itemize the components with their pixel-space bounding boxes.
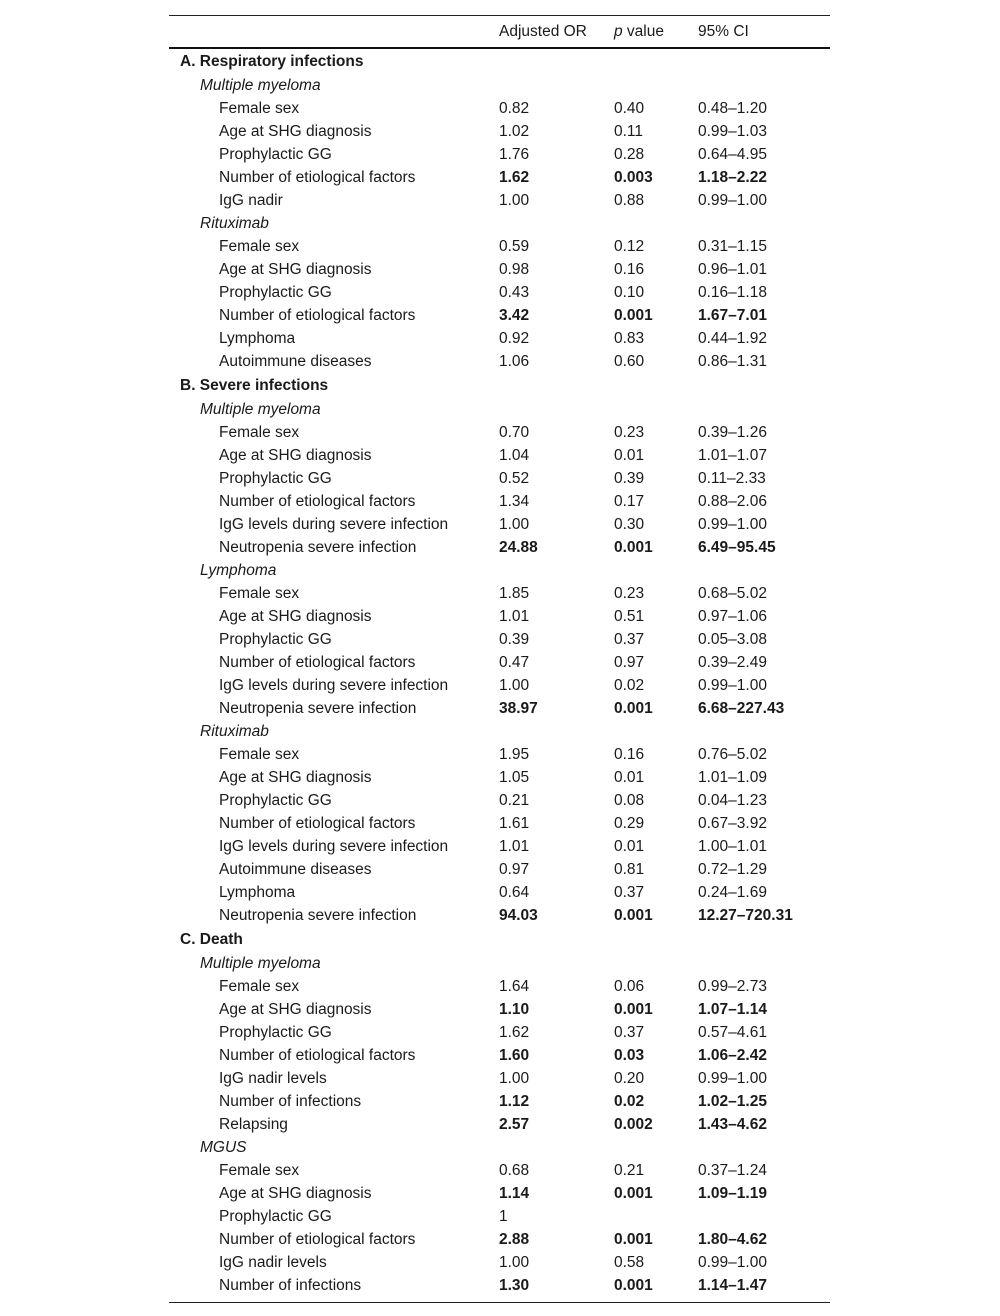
ci-value: 0.16–1.18: [698, 284, 767, 301]
table-body: [169, 49, 830, 1297]
ci-value: 1.80–4.62: [698, 1231, 767, 1248]
p-value: 0.81: [614, 861, 645, 878]
adjusted-or-value: 1.85: [499, 585, 530, 602]
p-value: 0.003: [614, 169, 653, 186]
table-row: [169, 904, 830, 927]
table-row: [169, 674, 830, 697]
variable-label: Number of etiological factors: [219, 169, 416, 186]
variable-label: Prophylactic GG: [219, 631, 332, 648]
ci-value: 0.99–1.00: [698, 192, 767, 209]
group-header-row: [169, 720, 830, 743]
adjusted-or-value: 0.39: [499, 631, 530, 648]
table-row: [169, 258, 830, 281]
group-header-row: [169, 952, 830, 975]
table-row: [169, 1228, 830, 1251]
table-row: [169, 628, 830, 651]
table-row: [169, 444, 830, 467]
variable-label: Female sex: [219, 238, 300, 255]
p-value: 0.37: [614, 1024, 645, 1041]
ci-value: 1.67–7.01: [698, 307, 767, 324]
adjusted-or-value: 38.97: [499, 700, 538, 717]
group-header-row: [169, 559, 830, 582]
variable-label: Age at SHG diagnosis: [219, 769, 372, 786]
p-value: 0.37: [614, 631, 645, 648]
header-p-italic: p: [614, 23, 623, 40]
group-title: Multiple myeloma: [200, 955, 321, 972]
table-bottom-rule: [169, 1302, 830, 1303]
p-value: 0.97: [614, 654, 645, 671]
variable-label: Number of etiological factors: [219, 654, 416, 671]
p-value: 0.06: [614, 978, 645, 995]
ci-value: 0.31–1.15: [698, 238, 767, 255]
p-value: 0.10: [614, 284, 645, 301]
adjusted-or-value: 0.52: [499, 470, 530, 487]
adjusted-or-value: 1.00: [499, 1254, 530, 1271]
table-row: [169, 812, 830, 835]
table-row: [169, 582, 830, 605]
adjusted-or-value: 0.21: [499, 792, 530, 809]
adjusted-or-value: 1.06: [499, 353, 530, 370]
table-row: [169, 97, 830, 120]
ci-value: 1.43–4.62: [698, 1116, 767, 1133]
p-value: 0.001: [614, 539, 653, 556]
table-row: [169, 166, 830, 189]
table-row: [169, 835, 830, 858]
ci-value: 1.02–1.25: [698, 1093, 767, 1110]
adjusted-or-value: 1.00: [499, 516, 530, 533]
p-value: 0.001: [614, 1185, 653, 1202]
ci-value: 0.57–4.61: [698, 1024, 767, 1041]
adjusted-or-value: 1.10: [499, 1001, 530, 1018]
p-value: 0.001: [614, 700, 653, 717]
table-row: [169, 858, 830, 881]
adjusted-or-value: 1.02: [499, 123, 530, 140]
adjusted-or-value: 1: [499, 1208, 508, 1225]
variable-label: Autoimmune diseases: [219, 861, 372, 878]
variable-label: Lymphoma: [219, 330, 296, 347]
p-value: 0.58: [614, 1254, 645, 1271]
p-value: 0.39: [614, 470, 645, 487]
variable-label: IgG levels during severe infection: [219, 838, 449, 855]
adjusted-or-value: 1.30: [499, 1277, 530, 1294]
p-value: 0.001: [614, 307, 653, 324]
p-value: 0.16: [614, 746, 645, 763]
p-value: 0.11: [614, 123, 644, 140]
table-row: [169, 304, 830, 327]
variable-label: Prophylactic GG: [219, 1208, 332, 1225]
variable-label: Age at SHG diagnosis: [219, 1001, 372, 1018]
ci-value: 1.09–1.19: [698, 1185, 767, 1202]
p-value: 0.08: [614, 792, 645, 809]
table-row: [169, 1067, 830, 1090]
table-row: [169, 421, 830, 444]
variable-label: Female sex: [219, 100, 300, 117]
ci-value: 1.07–1.14: [698, 1001, 767, 1018]
table-row: [169, 536, 830, 559]
variable-label: IgG levels during severe infection: [219, 516, 449, 533]
variable-label: Lymphoma: [219, 884, 296, 901]
table-row: [169, 143, 830, 166]
variable-label: Prophylactic GG: [219, 146, 332, 163]
adjusted-or-value: 1.95: [499, 746, 530, 763]
p-value: 0.001: [614, 1277, 653, 1294]
adjusted-or-value: 1.01: [499, 838, 530, 855]
adjusted-or-value: 1.04: [499, 447, 530, 464]
ci-value: 0.96–1.01: [698, 261, 767, 278]
group-title: Multiple myeloma: [200, 77, 321, 94]
variable-label: Number of etiological factors: [219, 815, 416, 832]
adjusted-or-value: 1.76: [499, 146, 530, 163]
table-row: [169, 975, 830, 998]
ci-value: 1.00–1.01: [698, 838, 767, 855]
header-95-ci: 95% CI: [698, 23, 749, 40]
table-row: [169, 697, 830, 720]
table-header-row: [169, 16, 830, 47]
table-row: [169, 1274, 830, 1297]
adjusted-or-value: 1.01: [499, 608, 530, 625]
ci-value: 0.68–5.02: [698, 585, 767, 602]
variable-label: Age at SHG diagnosis: [219, 261, 372, 278]
adjusted-or-value: 0.64: [499, 884, 530, 901]
p-value: 0.28: [614, 146, 645, 163]
ci-value: 0.11–2.33: [698, 470, 766, 487]
table-row: [169, 605, 830, 628]
table-row: [169, 281, 830, 304]
ci-value: 0.48–1.20: [698, 100, 767, 117]
p-value: 0.02: [614, 677, 645, 694]
p-value: 0.001: [614, 1231, 653, 1248]
table-row: [169, 1090, 830, 1113]
adjusted-or-value: 1.60: [499, 1047, 530, 1064]
adjusted-or-value: 1.34: [499, 493, 530, 510]
ci-value: 0.99–1.00: [698, 1070, 767, 1087]
table-row: [169, 513, 830, 536]
ci-value: 0.99–2.73: [698, 978, 767, 995]
p-value: 0.29: [614, 815, 645, 832]
variable-label: Number of etiological factors: [219, 1047, 416, 1064]
variable-label: Neutropenia severe infection: [219, 700, 417, 717]
section-title: A. Respiratory infections: [180, 53, 364, 70]
ci-value: 0.39–1.26: [698, 424, 767, 441]
variable-label: IgG nadir levels: [219, 1070, 327, 1087]
ci-value: 0.97–1.06: [698, 608, 767, 625]
table-row: [169, 350, 830, 373]
ci-value: 0.64–4.95: [698, 146, 767, 163]
section-header-row: [169, 927, 830, 952]
ci-value: 0.67–3.92: [698, 815, 767, 832]
p-value: 0.20: [614, 1070, 645, 1087]
table-row: [169, 1205, 830, 1228]
group-title: Rituximab: [200, 215, 269, 232]
ci-value: 0.86–1.31: [698, 353, 767, 370]
adjusted-or-value: 24.88: [499, 539, 538, 556]
ci-value: 0.39–2.49: [698, 654, 767, 671]
p-value: 0.60: [614, 353, 645, 370]
variable-label: Female sex: [219, 746, 300, 763]
adjusted-or-value: 1.64: [499, 978, 530, 995]
variable-label: Number of etiological factors: [219, 493, 416, 510]
odds-ratio-table: [169, 15, 830, 1303]
ci-value: 0.04–1.23: [698, 792, 767, 809]
adjusted-or-value: 0.43: [499, 284, 530, 301]
ci-value: 12.27–720.31: [698, 907, 793, 924]
section-title: C. Death: [180, 931, 243, 948]
adjusted-or-value: 0.68: [499, 1162, 530, 1179]
variable-label: Prophylactic GG: [219, 284, 332, 301]
table-row: [169, 120, 830, 143]
ci-value: 0.24–1.69: [698, 884, 767, 901]
adjusted-or-value: 1.14: [499, 1185, 530, 1202]
p-value: 0.12: [614, 238, 645, 255]
p-value: 0.03: [614, 1047, 645, 1064]
adjusted-or-value: 1.12: [499, 1093, 530, 1110]
adjusted-or-value: 1.05: [499, 769, 530, 786]
adjusted-or-value: 0.47: [499, 654, 530, 671]
variable-label: Neutropenia severe infection: [219, 539, 417, 556]
p-value: 0.001: [614, 907, 653, 924]
p-value: 0.88: [614, 192, 645, 209]
group-header-row: [169, 1136, 830, 1159]
table-row: [169, 743, 830, 766]
table-row: [169, 1182, 830, 1205]
variable-label: Relapsing: [219, 1116, 288, 1133]
variable-label: Number of etiological factors: [219, 307, 416, 324]
ci-value: 1.01–1.07: [698, 447, 767, 464]
variable-label: Age at SHG diagnosis: [219, 123, 372, 140]
adjusted-or-value: 1.62: [499, 169, 530, 186]
adjusted-or-value: 0.59: [499, 238, 530, 255]
group-title: Lymphoma: [200, 562, 277, 579]
adjusted-or-value: 1.62: [499, 1024, 530, 1041]
adjusted-or-value: 0.98: [499, 261, 530, 278]
variable-label: Prophylactic GG: [219, 1024, 332, 1041]
ci-value: 0.05–3.08: [698, 631, 767, 648]
ci-value: 6.49–95.45: [698, 539, 776, 556]
ci-value: 1.01–1.09: [698, 769, 767, 786]
header-p-rest: value: [622, 23, 664, 40]
table-row: [169, 490, 830, 513]
variable-label: Prophylactic GG: [219, 470, 332, 487]
variable-label: Female sex: [219, 978, 300, 995]
variable-label: Age at SHG diagnosis: [219, 447, 372, 464]
ci-value: 0.99–1.03: [698, 123, 767, 140]
table-row: [169, 651, 830, 674]
p-value: 0.51: [614, 608, 645, 625]
p-value: 0.23: [614, 585, 645, 602]
variable-label: Female sex: [219, 1162, 300, 1179]
variable-label: Prophylactic GG: [219, 792, 332, 809]
ci-value: 1.18–2.22: [698, 169, 767, 186]
ci-value: 0.99–1.00: [698, 1254, 767, 1271]
variable-label: Age at SHG diagnosis: [219, 1185, 372, 1202]
adjusted-or-value: 0.82: [499, 100, 530, 117]
ci-value: 0.76–5.02: [698, 746, 767, 763]
header-p-value: [614, 16, 698, 47]
table-row: [169, 189, 830, 212]
adjusted-or-value: 0.70: [499, 424, 530, 441]
variable-label: IgG nadir levels: [219, 1254, 327, 1271]
variable-label: IgG levels during severe infection: [219, 677, 449, 694]
variable-label: Age at SHG diagnosis: [219, 608, 372, 625]
variable-label: Female sex: [219, 585, 300, 602]
ci-value: 0.99–1.00: [698, 516, 767, 533]
adjusted-or-value: 1.00: [499, 192, 530, 209]
variable-label: Number of etiological factors: [219, 1231, 416, 1248]
adjusted-or-value: 1.00: [499, 677, 530, 694]
p-value: 0.83: [614, 330, 645, 347]
adjusted-or-value: 94.03: [499, 907, 538, 924]
variable-label: Neutropenia severe infection: [219, 907, 417, 924]
adjusted-or-value: 0.97: [499, 861, 530, 878]
adjusted-or-value: 2.57: [499, 1116, 530, 1133]
ci-value: 1.14–1.47: [698, 1277, 767, 1294]
table-row: [169, 1113, 830, 1136]
variable-label: Autoimmune diseases: [219, 353, 372, 370]
section-header-row: [169, 49, 830, 74]
ci-value: 0.37–1.24: [698, 1162, 767, 1179]
p-value: 0.16: [614, 261, 645, 278]
p-value: 0.001: [614, 1001, 653, 1018]
ci-value: 0.44–1.92: [698, 330, 767, 347]
adjusted-or-value: 2.88: [499, 1231, 530, 1248]
table-row: [169, 467, 830, 490]
group-title: Multiple myeloma: [200, 401, 321, 418]
variable-label: Number of infections: [219, 1093, 362, 1110]
p-value: 0.01: [614, 769, 645, 786]
table-row: [169, 1021, 830, 1044]
p-value: 0.37: [614, 884, 645, 901]
group-header-row: [169, 212, 830, 235]
table-row: [169, 1159, 830, 1182]
group-title: Rituximab: [200, 723, 269, 740]
adjusted-or-value: 1.00: [499, 1070, 530, 1087]
ci-value: 0.99–1.00: [698, 677, 767, 694]
p-value: 0.01: [614, 447, 645, 464]
group-header-row: [169, 398, 830, 421]
adjusted-or-value: 3.42: [499, 307, 530, 324]
p-value: 0.17: [614, 493, 645, 510]
ci-value: 6.68–227.43: [698, 700, 785, 717]
ci-value: 1.06–2.42: [698, 1047, 767, 1064]
group-header-row: [169, 74, 830, 97]
table-row: [169, 1251, 830, 1274]
p-value: 0.02: [614, 1093, 645, 1110]
header-adjusted-or: Adjusted OR: [499, 23, 587, 40]
p-value: 0.23: [614, 424, 645, 441]
ci-value: 0.88–2.06: [698, 493, 767, 510]
section-header-row: [169, 373, 830, 398]
table-row: [169, 789, 830, 812]
table-row: [169, 881, 830, 904]
variable-label: Female sex: [219, 424, 300, 441]
adjusted-or-value: 0.92: [499, 330, 530, 347]
table-row: [169, 766, 830, 789]
section-title: B. Severe infections: [180, 377, 329, 394]
adjusted-or-value: 1.61: [499, 815, 530, 832]
p-value: 0.002: [614, 1116, 653, 1133]
variable-label: Number of infections: [219, 1277, 362, 1294]
ci-value: 0.72–1.29: [698, 861, 767, 878]
table-row: [169, 235, 830, 258]
p-value: 0.01: [614, 838, 645, 855]
variable-label: IgG nadir: [219, 192, 283, 209]
p-value: 0.21: [614, 1162, 645, 1179]
table-row: [169, 998, 830, 1021]
p-value: 0.40: [614, 100, 645, 117]
group-title: MGUS: [200, 1139, 247, 1156]
table-row: [169, 327, 830, 350]
p-value: 0.30: [614, 516, 645, 533]
table-row: [169, 1044, 830, 1067]
